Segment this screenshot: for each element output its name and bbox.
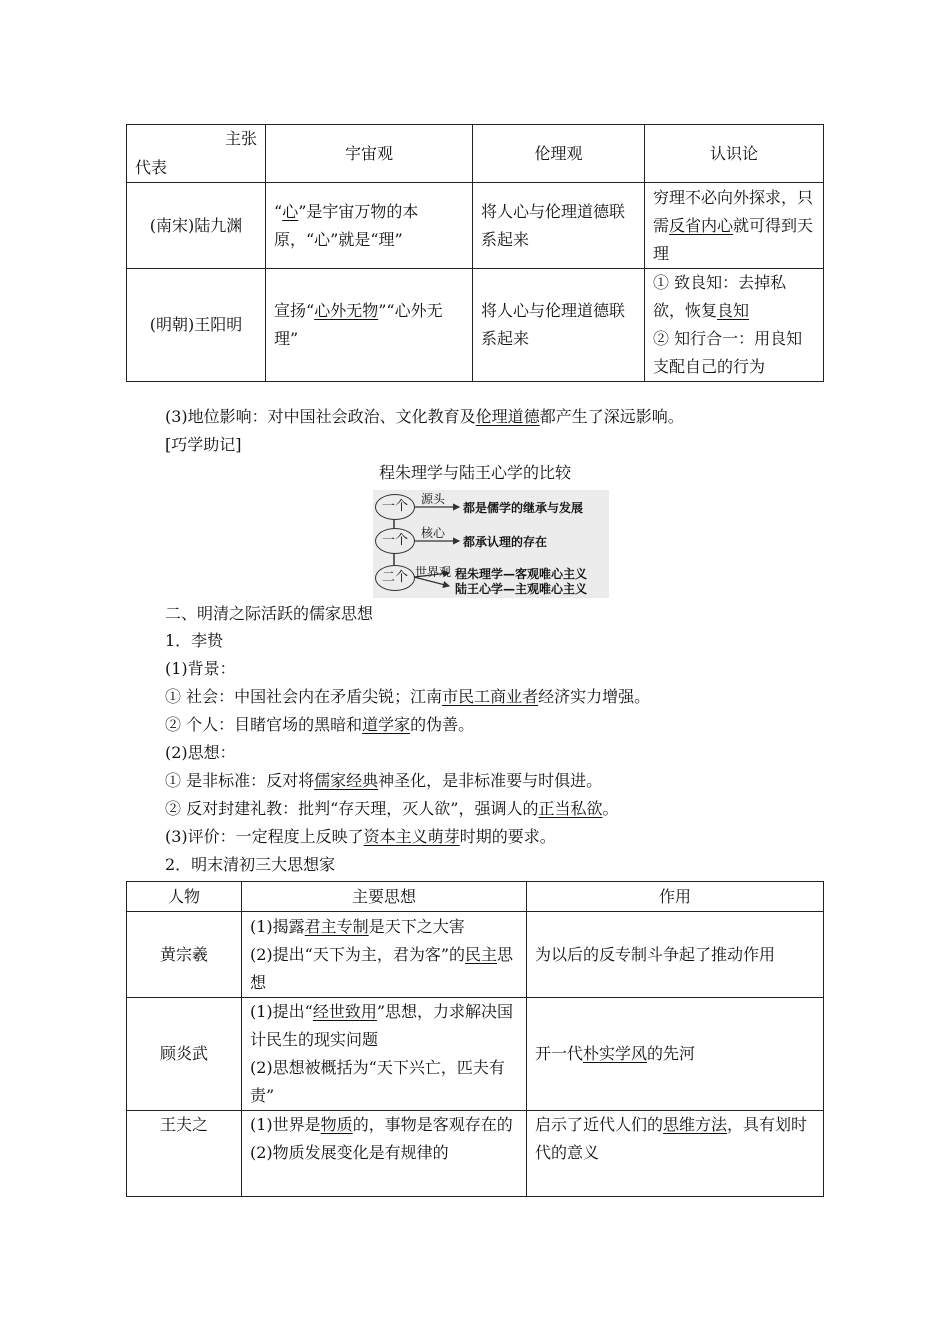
table-row bbox=[127, 183, 824, 269]
background-personal: ② 个人：目睹官场的黑暗和道学家的伪善。 bbox=[165, 715, 475, 734]
diagram-title: 程朱理学与陆王心学的比较 bbox=[378, 463, 571, 482]
text-source: 都是儒学的继承与发展 bbox=[463, 501, 584, 515]
effect-huang: 为以后的反专制斗争起了推动作用 bbox=[527, 912, 824, 998]
name-gu: 顾炎武 bbox=[127, 998, 242, 1111]
text-cheng-zhu: 程朱理学—客观唯心主义 bbox=[455, 567, 588, 581]
thinkers-table bbox=[126, 881, 824, 1197]
thought-2: ② 反对封建礼教：批判“存天理，灭人欲”，强调人的正当私欲。 bbox=[165, 799, 619, 818]
ideas-wang: (1)世界是物质的，事物是客观存在的 (2)物质发展变化是有规律的 bbox=[242, 1111, 527, 1197]
label-worldview: 世界观 bbox=[415, 565, 452, 579]
header-ethics: 伦理观 bbox=[473, 125, 645, 183]
table-row bbox=[127, 998, 824, 1111]
mnemonic-label: [巧学助记] bbox=[165, 435, 242, 454]
text-core: 都承认理的存在 bbox=[463, 535, 548, 549]
three-thinkers-title: 2．明末清初三大思想家 bbox=[165, 855, 336, 874]
label-source: 源头 bbox=[421, 492, 446, 506]
thought-label: (2)思想： bbox=[165, 743, 236, 762]
name-huang: 黄宗羲 bbox=[127, 912, 242, 998]
header-cosmology: 宇宙观 bbox=[266, 125, 473, 183]
section-heading: 二、明清之际活跃的儒家思想 bbox=[165, 604, 374, 623]
header-main-thought: 主要思想 bbox=[242, 882, 527, 912]
cosmo-wang: 宣扬“心外无物”“心外无理” bbox=[266, 269, 473, 382]
header-effect: 作用 bbox=[527, 882, 824, 912]
corner-top-label: 主张 bbox=[224, 129, 257, 148]
header-person: 人物 bbox=[127, 882, 242, 912]
background-label: (1)背景： bbox=[165, 659, 236, 678]
philosophy-table bbox=[126, 124, 824, 382]
epist-wang: ① 致良知：去掉私欲，恢复良知 ② 知行合一：用良知支配自己的行为 bbox=[645, 269, 824, 382]
epist-lu: 穷理不必向外探求，只需反省内心就可得到天理 bbox=[645, 183, 824, 269]
ethics-lu: 将人心与伦理道德联系起来 bbox=[473, 183, 645, 269]
thought-1: ① 是非标准：反对将儒家经典神圣化，是非标准要与时俱进。 bbox=[165, 771, 603, 790]
ethics-wang: 将人心与伦理道德联系起来 bbox=[473, 269, 645, 382]
table-corner-cell bbox=[127, 125, 266, 183]
effect-gu: 开一代朴实学风的先河 bbox=[527, 998, 824, 1111]
comparison-diagram bbox=[373, 490, 609, 598]
rep-lu: (南宋)陆九渊 bbox=[127, 183, 266, 269]
name-wang: 王夫之 bbox=[127, 1111, 242, 1197]
ideas-gu: (1)提出“经世致用”思想，力求解决国计民生的现实问题 (2)思想被概括为“天下兴亡，匹夫有责” bbox=[242, 998, 527, 1111]
text-lu-wang: 陆王心学—主观唯心主义 bbox=[455, 582, 588, 596]
background-society: ① 社会：中国社会内在矛盾尖锐；江南市民工商业者经济实力增强。 bbox=[165, 687, 651, 706]
table-row bbox=[127, 912, 824, 998]
cosmo-lu: “心”是宇宙万物的本原，“心”就是“理” bbox=[266, 183, 473, 269]
table-row bbox=[127, 1111, 824, 1197]
label-core: 核心 bbox=[421, 526, 446, 540]
table-row bbox=[127, 269, 824, 382]
header-epistemology: 认识论 bbox=[645, 125, 824, 183]
li-zhi-title: 1．李贽 bbox=[165, 631, 224, 650]
circle-one-a: 一个 bbox=[375, 494, 415, 520]
ideas-huang: (1)揭露君主专制是天下之大害 (2)提出“天下为主，君为客”的民主思想 bbox=[242, 912, 527, 998]
status-line: (3)地位影响：对中国社会政治、文化教育及伦理道德都产生了深远影响。 bbox=[165, 407, 684, 426]
evaluation: (3)评价：一定程度上反映了资本主义萌芽时期的要求。 bbox=[165, 827, 556, 846]
corner-bottom-label: 代表 bbox=[135, 158, 168, 177]
circle-two: 二个 bbox=[375, 565, 415, 591]
circle-one-b: 一个 bbox=[375, 528, 415, 554]
rep-wang: (明朝)王阳明 bbox=[127, 269, 266, 382]
effect-wang: 启示了近代人们的思维方法，具有划时代的意义 bbox=[527, 1111, 824, 1197]
